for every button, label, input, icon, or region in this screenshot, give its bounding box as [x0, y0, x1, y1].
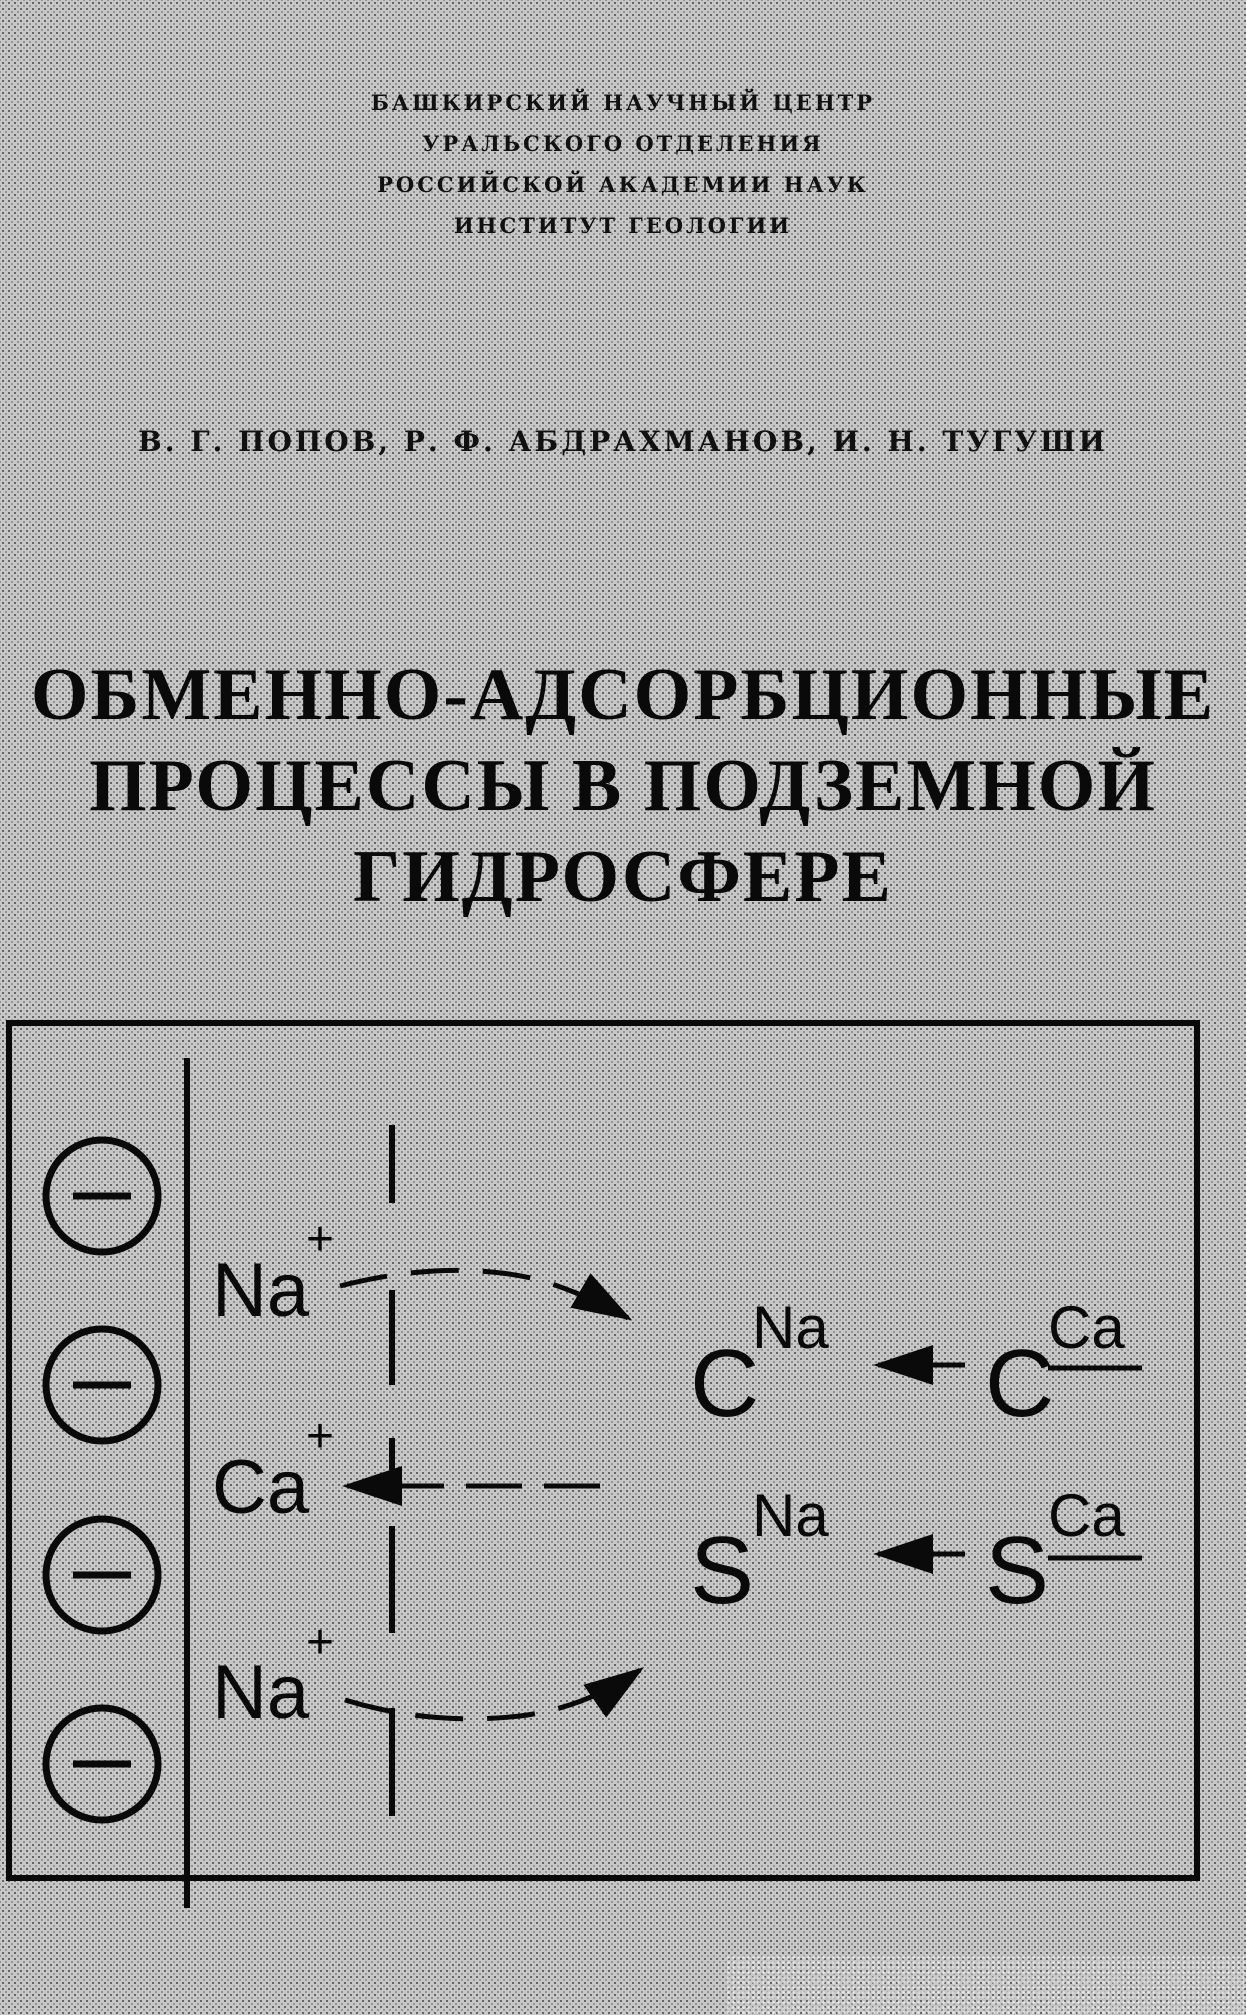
authors: В. Г. ПОПОВ, Р. Ф. АБДРАХМАНОВ, И. Н. ТУГУШИ	[138, 425, 1108, 458]
equation-base: S	[690, 1517, 755, 1624]
institution-line: УРАЛЬСКОГО ОТДЕЛЕНИЯ	[422, 131, 824, 156]
ion-label	[212, 1213, 334, 1333]
equation-row	[690, 1294, 1142, 1437]
equation-superscript: Ca	[1048, 1294, 1125, 1361]
ion-charge: +	[306, 1213, 335, 1266]
exchange-arrow	[345, 1670, 640, 1719]
equation-base: S	[985, 1517, 1050, 1624]
institution-heading	[0, 82, 1246, 246]
negative-charge-icon	[46, 1329, 158, 1441]
equation-superscript: Na	[752, 1294, 829, 1361]
institution-line: РОССИЙСКОЙ АКАДЕМИИ НАУК	[377, 172, 869, 197]
title-line: ГИДРОСФЕРЕ	[353, 836, 893, 918]
equation-superscript: Ca	[1048, 1482, 1125, 1549]
ion-charge: +	[306, 1616, 335, 1669]
ion-label	[212, 1410, 334, 1530]
exchange-arrow	[340, 1270, 628, 1318]
ion-symbol: Ca	[212, 1445, 310, 1530]
negative-charge-icon	[46, 1519, 158, 1631]
ion-charge: +	[306, 1410, 335, 1463]
equation-base: C	[985, 1330, 1055, 1437]
equation-superscript: Na	[752, 1482, 829, 1549]
book-title	[0, 650, 1246, 923]
institution-line: ИНСТИТУТ ГЕОЛОГИИ	[453, 213, 793, 238]
title-line: ПРОЦЕССЫ В ПОДЗЕМНОЙ	[89, 745, 1157, 827]
negative-charge-icon	[46, 1140, 158, 1252]
ion-symbol: Na	[212, 1248, 310, 1333]
negative-charge-icon	[46, 1708, 158, 1820]
ion-symbol: Na	[212, 1650, 310, 1735]
ion-label	[212, 1616, 334, 1735]
ion-exchange-diagram	[0, 1018, 1246, 1948]
equation-row	[690, 1482, 1142, 1624]
equation-base: C	[690, 1330, 760, 1437]
institution-line: БАШКИРСКИЙ НАУЧНЫЙ ЦЕНТР	[370, 90, 876, 115]
print-speckle	[726, 1955, 1246, 2015]
title-line: ОБМЕННО-АДСОРБЦИОННЫЕ	[30, 654, 1216, 736]
